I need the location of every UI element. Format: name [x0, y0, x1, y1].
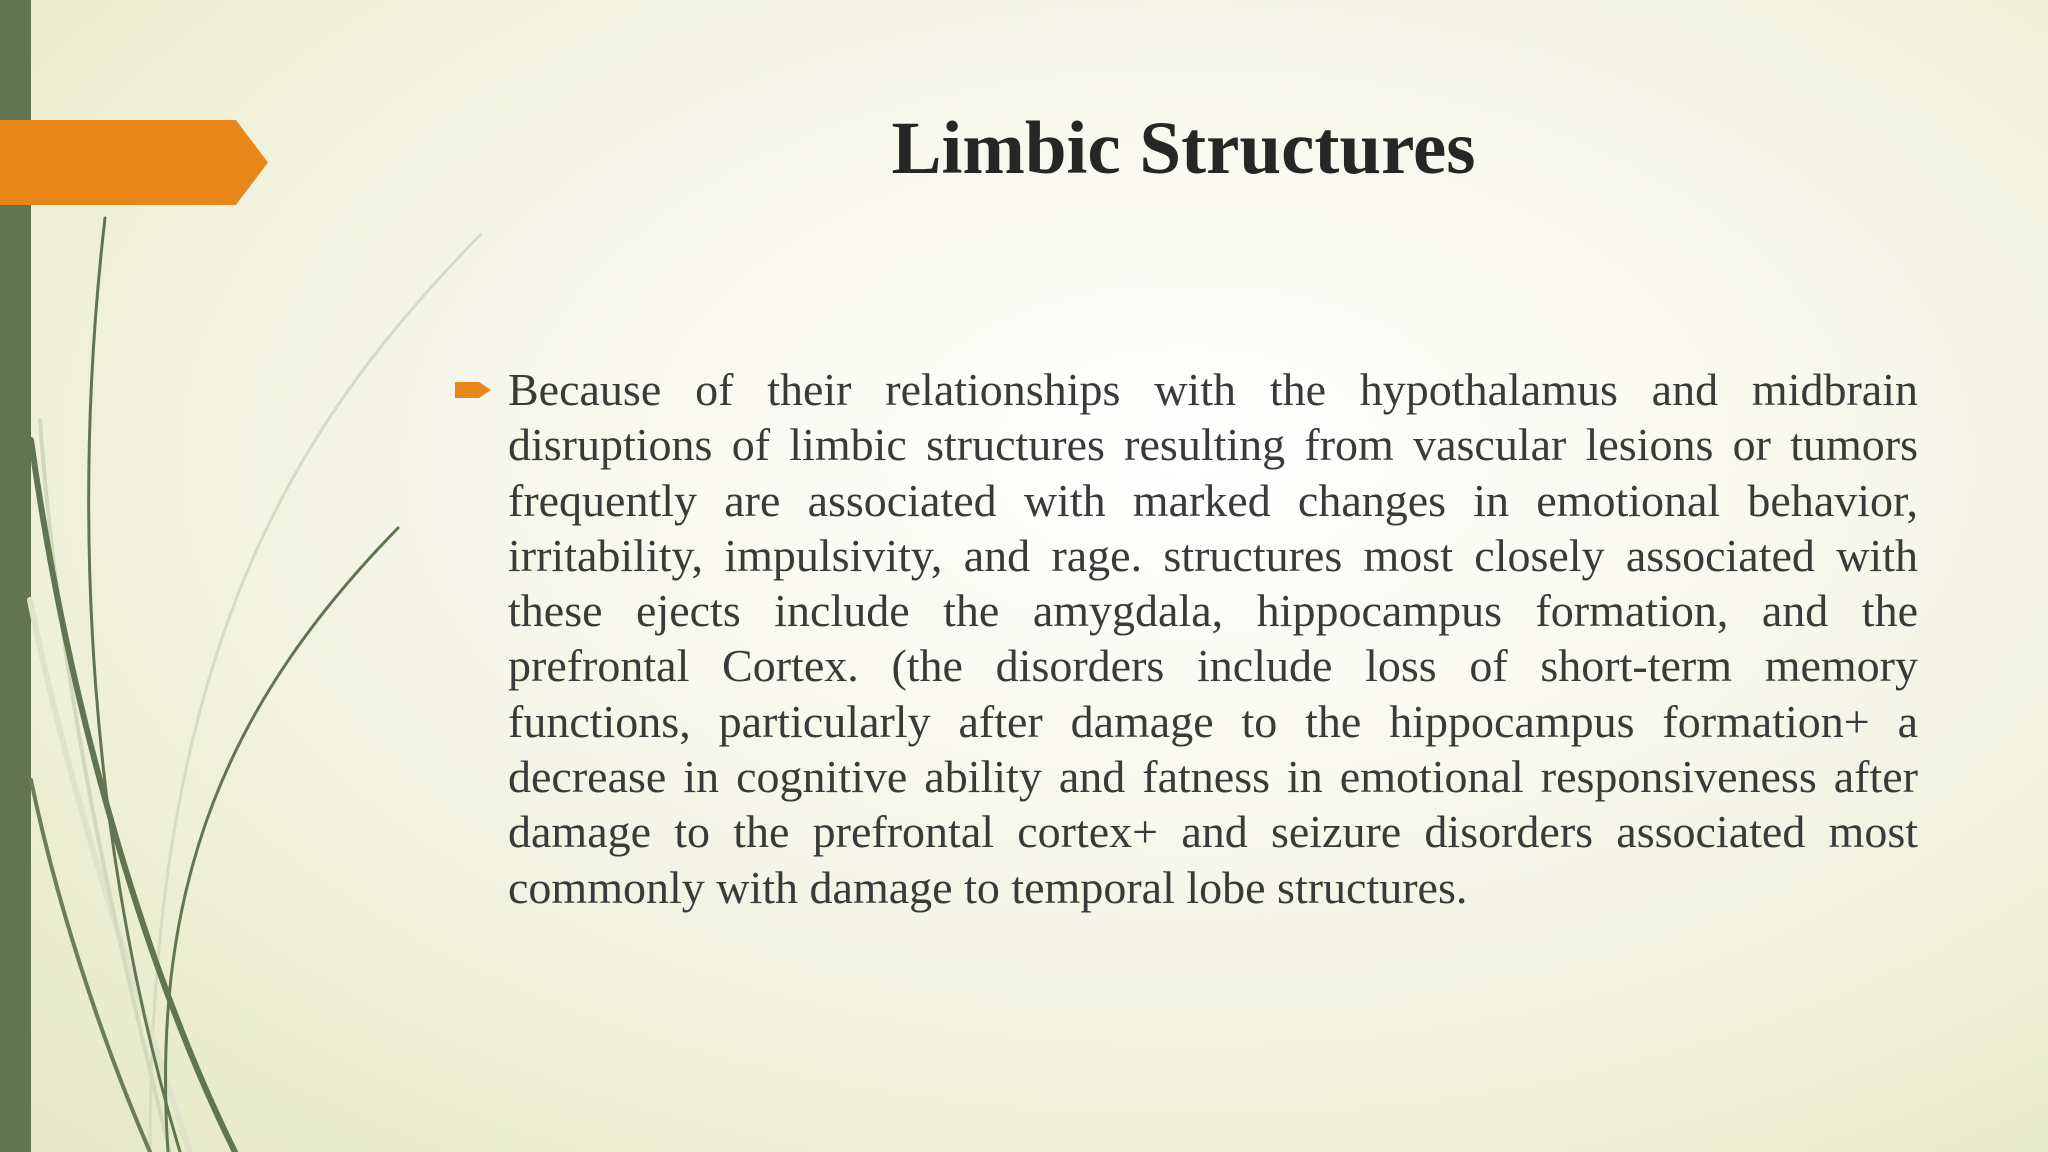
slide-body [455, 362, 1918, 915]
curve-dark-3 [166, 528, 398, 1152]
slide-title: Limbic Structures [891, 107, 1476, 190]
bullet-item [455, 362, 1918, 915]
curve-light-1 [150, 235, 480, 1152]
curve-dark-2 [31, 440, 235, 1152]
bullet-text: Because of their relationships with the hypothalamus and midbrain disruptions of limbic structures resulting from vascular lesions or tumors frequently are associated with marked changes in emotional behavior, irritability, impulsivity, and rage. structures most closely associated with these ejects include the amygdala, hippocampus formation, and the prefrontal Cortex. (the disorders include loss of short-term memory functions, particularly after damage to the hippocampus formation+ a decrease in cognitive ability and fatness in emotional responsiveness after damage to the prefrontal cortex+ and seizure disorders associated most commonly with damage to temporal lobe structures. [508, 364, 1918, 913]
arrow-bullet-icon [455, 380, 491, 400]
orange-header-tab [0, 120, 268, 205]
